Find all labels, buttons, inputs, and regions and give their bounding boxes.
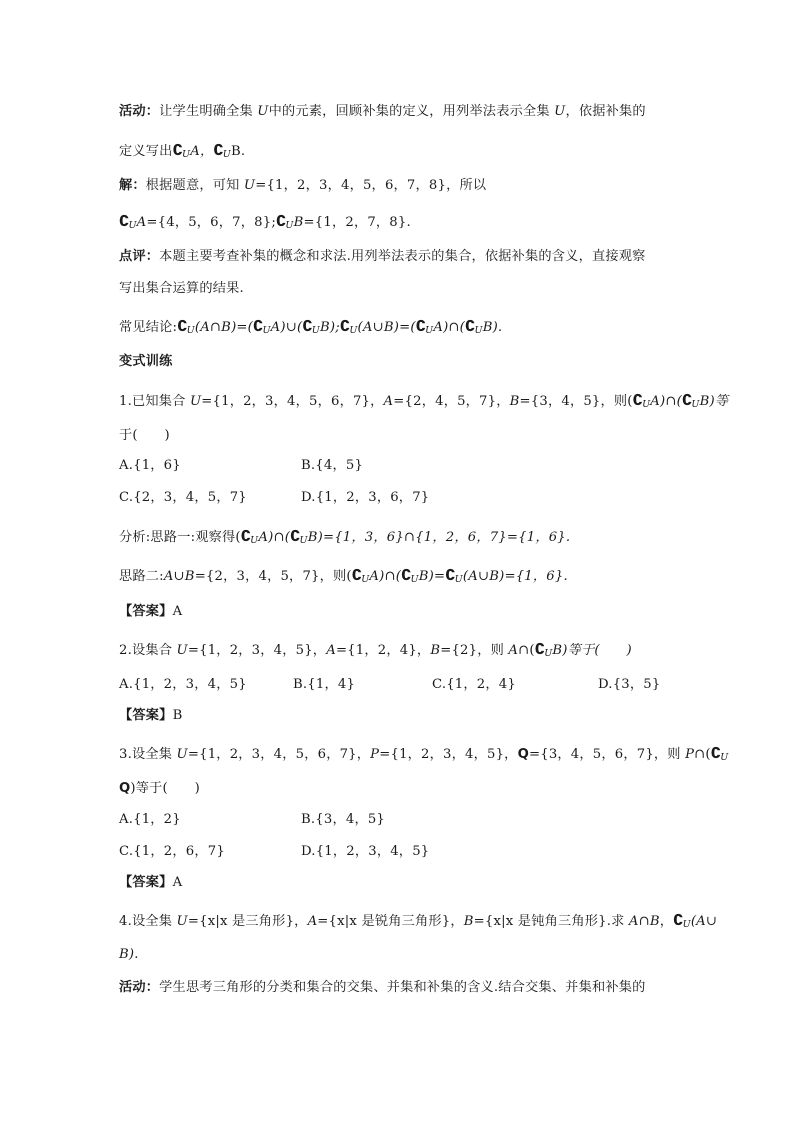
- complement-symbol: ∁: [710, 744, 721, 762]
- complement-symbol: ∁: [351, 566, 362, 584]
- option-d: D.{3，5}: [598, 677, 661, 692]
- option-d: D.{1，2，3，4，5}: [301, 844, 430, 859]
- option-b: B.{4，5}: [301, 458, 364, 473]
- option-c: C.{1，2，6，7}: [119, 844, 225, 859]
- question-4: 4.设全集 U={x|x 是三角形}，A={x|x 是锐角三角形}，B={x|x 是钝角三角形}.求 A∩B，$∁_U(A\cup$: [119, 911, 718, 930]
- activity-label: 活动：: [119, 104, 160, 119]
- complement-symbol: ∁: [445, 566, 455, 584]
- analysis-1: 分析:思路一:观察得$(∁_UA)\cap(∁_UB)=\{1$，3，6}∩{1，2，6，7}={1，6}.: [119, 527, 571, 546]
- activity-line-2: 定义写出$∁_UA$，$∁_UB$.: [119, 141, 246, 160]
- answer-2: 【答案】B: [119, 708, 183, 723]
- comment-label: 点评：: [119, 249, 160, 264]
- complement-symbol: ∁: [401, 566, 411, 584]
- option-a: A.{1，6}: [119, 458, 181, 473]
- q2-options: [119, 676, 675, 694]
- complement-symbol: ∁: [632, 391, 643, 409]
- option-c: C.{1，2，4}: [432, 677, 516, 692]
- question-1-cont: 于( ): [119, 428, 170, 443]
- activity-label: 活动：: [119, 980, 160, 995]
- comment-line-1: 点评：本题主要考查补集的概念和求法.用列举法表示的集合，依据补集的含义，直接观察: [119, 249, 646, 264]
- solution-line-2: $∁_UA=\{4$，5，6，7，$8\};∁_UB=\{1$，2，7，8}.: [119, 212, 411, 231]
- complement-symbol: ∁: [339, 317, 350, 335]
- question-4-cont: B).: [119, 947, 139, 962]
- analysis-2: 思路二:A∪B={2，3，4，5，7}，则$(∁_UA)\cap(∁_UB)=∁_U(A\cup B)=\{1$，6}.: [119, 566, 568, 585]
- option-a: A.{1，2}: [119, 812, 181, 827]
- complement-symbol: ∁: [534, 640, 545, 658]
- answer-1: 【答案】A: [119, 604, 183, 619]
- option-b: B.{1，4}: [293, 677, 356, 692]
- complement-symbol: ∁: [177, 317, 187, 335]
- q1-options-row-2: [119, 489, 675, 507]
- question-2: 2.设集合 U={1，2，3，4，5}，A={1，2，4}，B={2}，则 $A\cap(∁_UB)$等于( ): [119, 640, 632, 659]
- question-3: 3.设全集 U={1，2，3，4，5，6，7}，P={1，2，3，4，5}，Q={3，4，5，6，7}，则 $P\cap(∁_U$: [119, 744, 729, 763]
- complement-symbol: ∁: [213, 141, 223, 159]
- q3-options-row-1: [119, 811, 675, 829]
- option-d: D.{1，2，3，6，7}: [301, 490, 430, 505]
- complement-symbol: ∁: [673, 911, 683, 929]
- complement-symbol: ∁: [240, 527, 251, 545]
- q3-options-row-2: [119, 843, 675, 861]
- q1-options-row-1: [119, 457, 675, 475]
- answer-3: 【答案】A: [119, 875, 183, 890]
- complement-symbol: ∁: [119, 212, 129, 230]
- solution-line-1: 解：根据题意，可知 U={1，2，3，4，5，6，7，8}，所以: [119, 178, 487, 193]
- option-c: C.{2，3，4，5，7}: [119, 490, 247, 505]
- comment-line-2: 写出集合运算的结果.: [119, 281, 244, 296]
- complement-symbol: ∁: [253, 317, 263, 335]
- solution-label: 解：: [119, 178, 146, 193]
- conclusion-line: 常见结论$:∁_U(A\cap B)=(∁_UA)\cup(∁_UB);∁_U(A\cup B)=(∁_UA)\cap(∁_UB)$.: [119, 317, 503, 336]
- complement-symbol: ∁: [465, 317, 475, 335]
- section-title: 变式训练: [119, 354, 173, 369]
- activity-line-1: 活动：让学生明确全集 U中的元素，回顾补集的定义，用列举法表示全集 U，依据补集的: [119, 104, 646, 119]
- option-b: B.{3，4，5}: [301, 812, 386, 827]
- complement-symbol: ∁: [172, 141, 182, 159]
- question-1: 1.已知集合 U={1，2，3，4，5，6，7}，A={2，4，5，7}，B={3，4，5}，则$(∁_UA)\cap(∁_UB)$等: [119, 391, 729, 410]
- complement-symbol: ∁: [290, 527, 300, 545]
- complement-symbol: ∁: [275, 212, 286, 230]
- option-a: A.{1，2，3，4，5}: [119, 677, 247, 692]
- activity-line-3: 活动：学生思考三角形的分类和集合的交集、并集和补集的含义.结合交集、并集和补集的: [119, 980, 646, 995]
- complement-symbol: ∁: [681, 391, 692, 409]
- complement-symbol: ∁: [415, 317, 426, 335]
- question-3-cont: Q)等于( ): [119, 781, 201, 796]
- complement-symbol: ∁: [302, 317, 312, 335]
